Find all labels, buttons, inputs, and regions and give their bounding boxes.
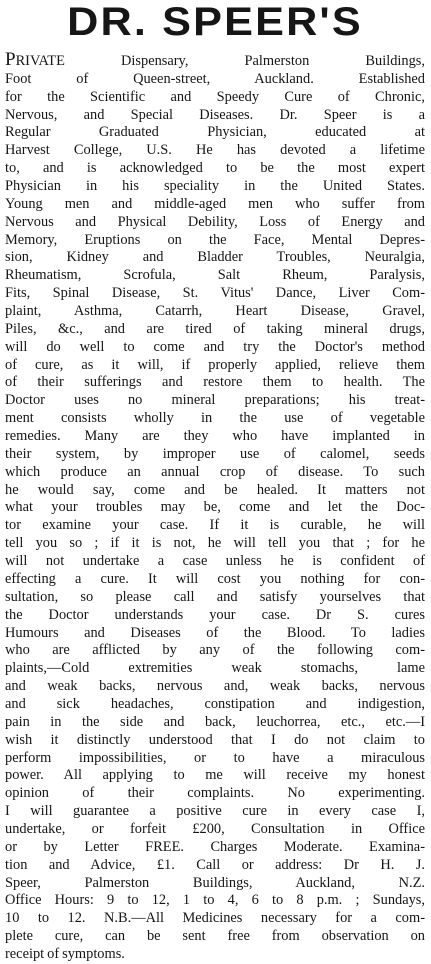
advert-text-line: Rheumatism, Scrofula, Salt Rheum, Paralysis, [5,267,425,284]
advert-body-text [5,49,425,964]
advert-text-line: ment consists wholly in the use of vegetable [5,410,425,427]
advert-text-line: Nervous, and Special Diseases. Dr. Speer is a [5,106,425,123]
advert-text-line: Harvest College, U.S. He has devoted a lifetime [5,142,425,159]
advert-text-line: Foot of Queen-street, Auckland. Established [5,70,425,87]
advert-first-line-text: RIVATE Dispensary, Palmerston Buildings, [15,53,425,69]
advert-text-line: Nervous and Physical Debility, Loss of Energy and [5,213,425,230]
advert-text-line: tell you so ; if it is not, he will tell you that ; for he [5,535,425,552]
advert-text-line: Regular Graduated Physician, educated at [5,124,425,141]
advert-text-line: what your troubles may be, come and let the Doc- [5,499,425,516]
advert-text-line: Doctor uses no mineral preparations; his treat- [5,392,425,409]
advert-text-line: for the Scientific and Speedy Cure of Chronic, [5,88,425,105]
advert-text-line: of cure, as it will, if properly applied, relieve them [5,356,425,373]
advert-text-line: sultation, so please call and satisfy yourselves that [5,588,425,605]
advert-text-line: Young men and middle-aged men who suffer from [5,195,425,212]
advert-text-line: effecting a cure. It will cost you nothing for con- [5,570,425,587]
advert-text-line: will not undertake a case unless he is confident of [5,553,425,570]
advert-text-line: the Doctor understands your case. Dr S. cures [5,606,425,623]
advert-text-line: undertake, or forfeit £200, Consultation in Office [5,820,425,837]
advert-text-line: will do well to come and try the Doctor's method [5,338,425,355]
advert-text-line: perform impossibilities, or to have a miraculous [5,749,425,766]
advert-text-line: 10 to 12. N.B.—All Medicines necessary for a com- [5,910,425,927]
advert-text-line: Office Hours: 9 to 12, 1 to 4, 6 to 8 p.m. ; Sundays, [5,892,425,909]
advert-text-line: plaint, Asthma, Catarrh, Heart Disease, Gravel, [5,303,425,320]
advert-text-line: receipt of symptoms. [5,945,125,962]
advert-text-line: plaints,—Cold extremities weak stomachs, lame [5,660,425,677]
advert-headline: DR. SPEER'S [67,0,363,44]
advert-text-line: Memory, Eruptions on the Face, Mental Depres- [5,231,425,248]
drop-cap-letter: P [5,49,16,70]
advert-text-line: tion and Advice, £1. Call or address: Dr H. J. [5,856,425,873]
advert-text-line: who are afflicted by any of the following com- [5,642,425,659]
advert-text-line: of their sufferings and restore them to health. The [5,374,425,391]
advert-text-line: wish it distinctly understood that I do not claim to [5,731,425,748]
advert-text-line: Humours and Diseases of the Blood. To ladies [5,624,425,641]
advert-text-line: their system, by improper use of calomel, seeds [5,445,425,462]
advert-text-line: he would say, come and be healed. It matters not [5,481,425,498]
advert-text-line: plete cure, can be sent free from observation on [5,928,425,945]
advert-text-line: sion, Kidney and Bladder Troubles, Neuralgia, [5,249,425,266]
advert-text-line: and sick headaches, constipation and indigestion, [5,695,425,712]
advert-text-line: tor examine your case. If it is curable, he will [5,517,425,534]
advert-text-line: remedies. Many are they who have implanted in [5,428,425,445]
advert-text-line: pain in the side and back, leuchorrea, etc., etc.—I [5,713,425,730]
advert-text-line: and weak backs, nervous and, weak backs, nervous [5,678,425,695]
advert-first-line [5,49,425,71]
advert-text-line: Physician in his speciality in the United States. [5,178,425,195]
advert-text-line: power. All applying to me will receive my honest [5,767,425,784]
advert-text-line: to, and is acknowledged to be the most expert [5,160,425,177]
advert-text-line: Fits, Spinal Disease, St. Vitus' Dance, Liver Com- [5,285,425,302]
advert-text-line: which produce an annual crop of disease. To such [5,463,425,480]
advert-text-line: Piles, &c., and are tired of taking mineral drugs, [5,320,425,337]
advert-text-line: I will guarantee a positive cure in every case I, [5,803,425,820]
advert-text-line: or by Letter FREE. Charges Moderate. Examina- [5,838,425,855]
advert-text-line: opinion of their complaints. No experimenting. [5,785,425,802]
advert-text-line: Speer, Palmerston Buildings, Auckland, N.Z. [5,874,425,891]
